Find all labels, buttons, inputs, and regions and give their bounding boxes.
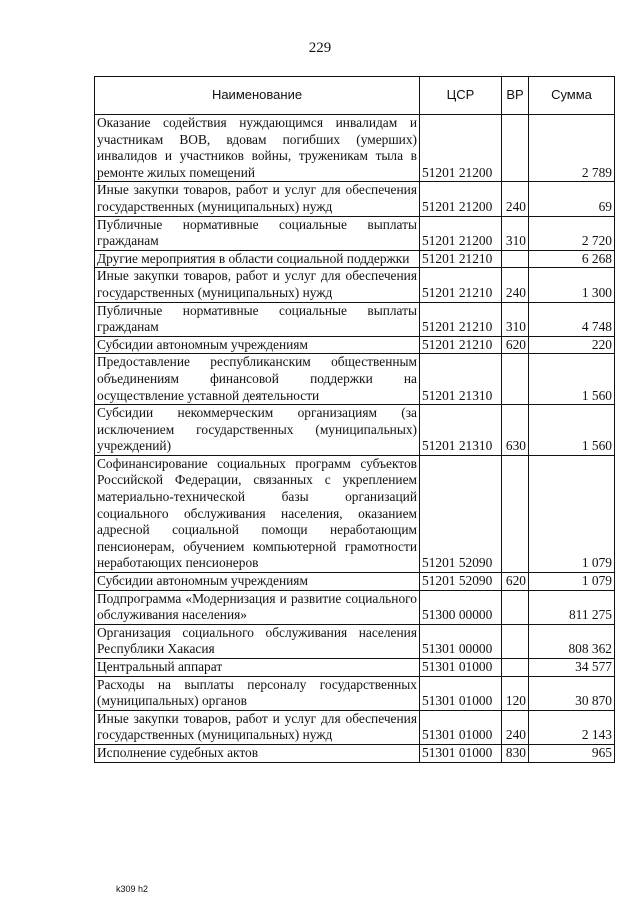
table-header-row bbox=[95, 77, 615, 115]
table-row bbox=[95, 336, 615, 354]
row-csr: 51201 21200 bbox=[420, 115, 502, 182]
row-csr: 51301 01000 bbox=[420, 744, 502, 762]
table-row bbox=[95, 268, 615, 302]
row-sum: 30 870 bbox=[529, 676, 615, 710]
row-name: Иные закупки товаров, работ и услуг для обеспечения государственных (муниципальных) нужд bbox=[95, 710, 420, 744]
row-csr: 51300 00000 bbox=[420, 590, 502, 624]
row-vr: 630 bbox=[502, 405, 529, 456]
table-row bbox=[95, 405, 615, 456]
row-name: Субсидии автономным учреждениям bbox=[95, 573, 420, 591]
row-sum: 6 268 bbox=[529, 250, 615, 268]
row-vr: 310 bbox=[502, 302, 529, 336]
row-csr: 51201 21210 bbox=[420, 336, 502, 354]
row-csr: 51301 01000 bbox=[420, 710, 502, 744]
table-row bbox=[95, 182, 615, 216]
row-name: Расходы на выплаты персоналу государственных (муниципальных) органов bbox=[95, 676, 420, 710]
row-name: Публичные нормативные социальные выплаты гражданам bbox=[95, 302, 420, 336]
row-vr: 120 bbox=[502, 676, 529, 710]
row-vr bbox=[502, 250, 529, 268]
row-vr: 620 bbox=[502, 573, 529, 591]
row-name: Подпрограмма «Модернизация и развитие социального обслуживания населения» bbox=[95, 590, 420, 624]
row-csr: 51201 21310 bbox=[420, 405, 502, 456]
table-body bbox=[95, 115, 615, 763]
row-vr bbox=[502, 354, 529, 405]
row-csr: 51201 21210 bbox=[420, 302, 502, 336]
row-name: Субсидии некоммерческим организациям (за исключением государственных (муниципальных) учреждений) bbox=[95, 405, 420, 456]
row-name: Предоставление республиканским общественным объединениям финансовой поддержки на осуществление уставной деятельности bbox=[95, 354, 420, 405]
row-csr: 51201 21210 bbox=[420, 268, 502, 302]
table-row bbox=[95, 573, 615, 591]
row-csr: 51301 00000 bbox=[420, 624, 502, 658]
row-sum: 1 079 bbox=[529, 573, 615, 591]
row-csr: 51201 52090 bbox=[420, 573, 502, 591]
row-vr: 620 bbox=[502, 336, 529, 354]
row-csr: 51201 21210 bbox=[420, 250, 502, 268]
header-csr: ЦСР bbox=[420, 77, 502, 115]
row-sum: 1 560 bbox=[529, 354, 615, 405]
row-csr: 51201 21310 bbox=[420, 354, 502, 405]
row-name: Публичные нормативные социальные выплаты гражданам bbox=[95, 216, 420, 250]
row-sum: 2 143 bbox=[529, 710, 615, 744]
row-name: Исполнение судебных актов bbox=[95, 744, 420, 762]
row-vr bbox=[502, 455, 529, 572]
table-row bbox=[95, 590, 615, 624]
row-sum: 4 748 bbox=[529, 302, 615, 336]
row-sum: 2 720 bbox=[529, 216, 615, 250]
page-number: 229 bbox=[308, 40, 332, 56]
table-row bbox=[95, 744, 615, 762]
row-name: Другие мероприятия в области социальной поддержки bbox=[95, 250, 420, 268]
table-row bbox=[95, 250, 615, 268]
row-sum: 69 bbox=[529, 182, 615, 216]
row-vr: 240 bbox=[502, 710, 529, 744]
footer-code: k309 h2 bbox=[116, 884, 149, 894]
row-name: Центральный аппарат bbox=[95, 659, 420, 677]
header-name: Наименование bbox=[95, 77, 420, 115]
row-vr: 240 bbox=[502, 268, 529, 302]
table-row bbox=[95, 216, 615, 250]
row-sum: 811 275 bbox=[529, 590, 615, 624]
budget-table bbox=[94, 76, 615, 763]
row-name: Софинансирование социальных программ субъектов Российской Федерации, связанных с укреплением материально-технической базы организаций социального обслуживания населения, оказанием адресной социальной помощи неработающим пенсионерам, обучением компьютерной грамотности неработающих пенсионеров bbox=[95, 455, 420, 572]
row-vr bbox=[502, 590, 529, 624]
row-name: Субсидии автономным учреждениям bbox=[95, 336, 420, 354]
table-row bbox=[95, 302, 615, 336]
table-row bbox=[95, 710, 615, 744]
row-vr: 240 bbox=[502, 182, 529, 216]
row-csr: 51301 01000 bbox=[420, 659, 502, 677]
header-vr: ВР bbox=[502, 77, 529, 115]
row-csr: 51201 52090 bbox=[420, 455, 502, 572]
header-sum: Сумма bbox=[529, 77, 615, 115]
table-row bbox=[95, 676, 615, 710]
row-sum: 1 079 bbox=[529, 455, 615, 572]
table-row bbox=[95, 455, 615, 572]
row-vr: 830 bbox=[502, 744, 529, 762]
table-row bbox=[95, 659, 615, 677]
row-sum: 965 bbox=[529, 744, 615, 762]
table-row bbox=[95, 624, 615, 658]
row-vr bbox=[502, 115, 529, 182]
row-csr: 51301 01000 bbox=[420, 676, 502, 710]
row-name: Организация социального обслуживания населения Республики Хакасия bbox=[95, 624, 420, 658]
table-row bbox=[95, 115, 615, 182]
row-sum: 220 bbox=[529, 336, 615, 354]
table-row bbox=[95, 354, 615, 405]
row-sum: 1 560 bbox=[529, 405, 615, 456]
row-sum: 34 577 bbox=[529, 659, 615, 677]
row-vr bbox=[502, 659, 529, 677]
row-name: Оказание содействия нуждающимся инвалидам и участникам ВОВ, вдовам погибших (умерших) инвалидов и участников войны, труженикам тыла в ремонте жилых помещений bbox=[95, 115, 420, 182]
row-sum: 2 789 bbox=[529, 115, 615, 182]
row-name: Иные закупки товаров, работ и услуг для обеспечения государственных (муниципальных) нужд bbox=[95, 268, 420, 302]
row-vr: 310 bbox=[502, 216, 529, 250]
row-vr bbox=[502, 624, 529, 658]
row-sum: 1 300 bbox=[529, 268, 615, 302]
row-name: Иные закупки товаров, работ и услуг для обеспечения государственных (муниципальных) нужд bbox=[95, 182, 420, 216]
row-sum: 808 362 bbox=[529, 624, 615, 658]
row-csr: 51201 21200 bbox=[420, 182, 502, 216]
row-csr: 51201 21200 bbox=[420, 216, 502, 250]
